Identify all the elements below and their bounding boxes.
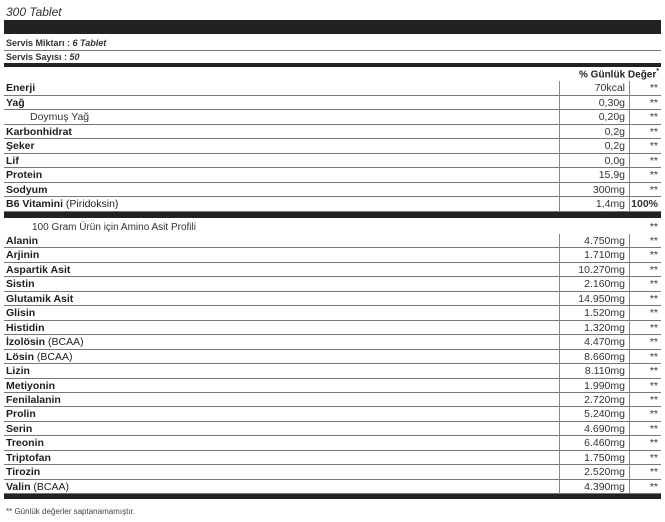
row-name-text: Alanin bbox=[6, 235, 39, 247]
row-daily-value: ** bbox=[649, 466, 658, 479]
row-daily-value: ** bbox=[649, 140, 658, 152]
row-value: 4.690mg bbox=[584, 422, 625, 435]
value-column-left-border bbox=[559, 234, 560, 494]
row-value: 15,9g bbox=[598, 169, 625, 181]
row-name bbox=[6, 452, 51, 464]
serving-count-label: Servis Sayısı : bbox=[6, 52, 70, 62]
row-name bbox=[6, 365, 30, 377]
row-daily-value: ** bbox=[649, 437, 658, 450]
table-row bbox=[4, 125, 661, 139]
row-name-text: B6 Vitamini bbox=[6, 198, 63, 210]
row-value: 8.110mg bbox=[584, 365, 625, 378]
row-value: 10.270mg bbox=[578, 263, 625, 276]
table-row bbox=[4, 393, 661, 407]
row-daily-value: ** bbox=[649, 169, 658, 181]
value-column-left-border bbox=[559, 81, 560, 212]
row-name-text: Triptofan bbox=[6, 451, 51, 464]
table-row bbox=[4, 480, 661, 494]
table-row bbox=[4, 335, 661, 349]
row-value: 2.160mg bbox=[584, 278, 625, 291]
row-name-text: Arjinin bbox=[6, 249, 40, 262]
row-daily-value: ** bbox=[649, 422, 658, 435]
row-name bbox=[6, 169, 42, 181]
row-name-text: Aspartik Asit bbox=[6, 263, 71, 276]
row-value: 1.990mg bbox=[584, 379, 625, 392]
table-row bbox=[4, 451, 661, 465]
row-name-text: Fenilalanin bbox=[6, 393, 61, 406]
row-value: 1.750mg bbox=[584, 451, 625, 464]
table-row bbox=[4, 263, 661, 277]
footnote: ** Günlük değerler saptanamamıştır. bbox=[6, 507, 135, 516]
row-name bbox=[6, 82, 35, 94]
table-row bbox=[4, 350, 661, 364]
row-name-extra: (BCAA) bbox=[30, 480, 70, 493]
row-name-text: Sodyum bbox=[6, 183, 48, 196]
table-row bbox=[4, 96, 661, 110]
row-daily-value: ** bbox=[649, 350, 658, 363]
row-daily-value: ** bbox=[649, 96, 658, 109]
row-value: 6.460mg bbox=[584, 437, 625, 450]
product-title: 300 Tablet bbox=[6, 5, 62, 19]
row-name bbox=[6, 97, 25, 109]
row-value: 0,20g bbox=[598, 111, 625, 123]
header-thick-divider bbox=[4, 63, 661, 67]
table-row bbox=[4, 139, 661, 153]
row-daily-value: ** bbox=[649, 125, 658, 138]
row-name bbox=[6, 380, 55, 392]
row-value: 14.950mg bbox=[578, 292, 625, 305]
row-name-extra: (BCAA) bbox=[45, 336, 84, 349]
row-value: 300mg bbox=[592, 183, 625, 196]
table-row bbox=[4, 197, 661, 211]
daily-value-label: % Günlük Değer bbox=[579, 69, 657, 81]
amino-thick-divider bbox=[4, 212, 661, 218]
row-daily-value: ** bbox=[649, 393, 658, 406]
table-row bbox=[4, 407, 661, 421]
row-value: 4.750mg bbox=[584, 235, 625, 247]
daily-value-header bbox=[579, 68, 659, 80]
row-value: 1.320mg bbox=[584, 321, 625, 334]
amino-profile-title: 100 Gram Ürün için Amino Asit Profili bbox=[32, 222, 196, 233]
row-value: 70kcal bbox=[594, 82, 625, 94]
serving-size-value: 6 Tablet bbox=[72, 38, 107, 48]
row-name bbox=[6, 235, 38, 247]
row-name bbox=[6, 466, 40, 478]
row-name bbox=[6, 307, 35, 319]
row-name-text: Treonin bbox=[6, 437, 44, 450]
row-daily-value: ** bbox=[649, 235, 658, 247]
row-name-extra: (BCAA) bbox=[34, 350, 73, 363]
table-row bbox=[4, 422, 661, 436]
row-daily-value: ** bbox=[649, 111, 658, 123]
row-value: 0,2g bbox=[604, 140, 625, 152]
row-daily-value: ** bbox=[649, 278, 658, 291]
row-name-text: Şeker bbox=[6, 140, 35, 152]
row-value: 1.710mg bbox=[584, 249, 625, 262]
serving-count bbox=[6, 52, 80, 62]
row-name-text: Lizin bbox=[6, 365, 30, 378]
table-row bbox=[4, 81, 661, 95]
row-daily-value: ** bbox=[649, 379, 658, 392]
row-name-text: Prolin bbox=[6, 408, 36, 421]
table-row bbox=[4, 364, 661, 378]
row-daily-value: ** bbox=[649, 307, 658, 320]
row-name-text: Valin bbox=[6, 480, 31, 493]
bottom-thick-divider bbox=[4, 494, 661, 499]
amino-profile-header-row bbox=[4, 220, 661, 234]
row-value: 1.520mg bbox=[584, 307, 625, 320]
row-name-text: Histidin bbox=[6, 321, 45, 334]
row-value: 2.720mg bbox=[584, 393, 625, 406]
row-value: 4.390mg bbox=[584, 480, 625, 493]
table-row bbox=[4, 436, 661, 450]
row-value: 0,0g bbox=[604, 154, 625, 167]
table-row bbox=[4, 154, 661, 168]
row-name bbox=[6, 140, 35, 152]
row-daily-value: ** bbox=[649, 82, 658, 94]
row-daily-value: ** bbox=[649, 408, 658, 421]
row-name bbox=[6, 264, 70, 276]
row-daily-value: ** bbox=[649, 249, 658, 262]
table-row bbox=[4, 292, 661, 306]
row-name-text: Karbonhidrat bbox=[6, 125, 72, 138]
row-value: 5.240mg bbox=[584, 408, 625, 421]
row-value: 4.470mg bbox=[584, 336, 625, 349]
table-row bbox=[4, 465, 661, 479]
row-daily-value: ** bbox=[649, 183, 658, 196]
row-name-text: Yağ bbox=[6, 96, 25, 109]
row-daily-value: ** bbox=[649, 451, 658, 464]
row-name-extra: (Piridoksin) bbox=[63, 198, 119, 210]
row-name-text: İzolösin bbox=[6, 336, 46, 349]
row-name bbox=[6, 249, 39, 261]
row-name bbox=[6, 351, 73, 363]
row-name bbox=[6, 322, 45, 334]
row-name bbox=[6, 423, 32, 435]
row-name-text: Glutamik Asit bbox=[6, 292, 74, 305]
row-name bbox=[6, 437, 44, 449]
row-name-text: Enerji bbox=[6, 82, 36, 94]
row-name-text: Lif bbox=[6, 154, 19, 167]
table-row bbox=[4, 248, 661, 262]
table-row bbox=[4, 234, 661, 248]
table-row bbox=[4, 321, 661, 335]
row-name bbox=[6, 408, 36, 420]
row-value: 2.520mg bbox=[584, 466, 625, 479]
row-name-text: Glisin bbox=[6, 307, 36, 320]
row-name bbox=[6, 198, 118, 210]
row-value: 0,2g bbox=[604, 125, 625, 138]
row-name-text: Tirozin bbox=[6, 466, 41, 479]
table-row bbox=[4, 183, 661, 197]
row-name bbox=[6, 278, 35, 290]
row-daily-value: ** bbox=[649, 365, 658, 378]
row-name bbox=[6, 293, 73, 305]
table-row bbox=[4, 110, 661, 124]
row-name-text: Sistin bbox=[6, 278, 35, 291]
row-daily-value: ** bbox=[649, 480, 658, 493]
row-name bbox=[6, 126, 72, 138]
row-name bbox=[6, 481, 69, 493]
row-value: 8.660mg bbox=[584, 350, 625, 363]
table-row bbox=[4, 379, 661, 393]
serving-divider bbox=[4, 50, 661, 51]
serving-count-value: 50 bbox=[69, 52, 80, 62]
daily-value-asterisk: * bbox=[656, 68, 659, 75]
serving-size bbox=[6, 38, 106, 48]
row-name bbox=[6, 394, 61, 406]
row-name bbox=[6, 336, 84, 348]
table-row bbox=[4, 306, 661, 320]
row-name-text: Metiyonin bbox=[6, 379, 55, 392]
table-row bbox=[4, 168, 661, 182]
row-daily-value: ** bbox=[649, 336, 658, 349]
row-name bbox=[6, 184, 47, 196]
row-name-text: Serin bbox=[6, 422, 33, 435]
row-name bbox=[6, 155, 19, 167]
row-name-text: Protein bbox=[6, 169, 43, 181]
row-daily-value: ** bbox=[649, 154, 658, 167]
table-row bbox=[4, 277, 661, 291]
amino-profile-header-pct: ** bbox=[649, 221, 658, 233]
row-name bbox=[30, 111, 89, 123]
serving-size-label: Servis Miktarı : bbox=[6, 38, 73, 48]
row-name-text: Lösin bbox=[6, 350, 34, 363]
row-name-text: Doymuş Yağ bbox=[30, 111, 90, 123]
row-daily-value: ** bbox=[649, 292, 658, 305]
row-value: 0,30g bbox=[598, 96, 625, 109]
row-daily-value: ** bbox=[649, 263, 658, 276]
row-value: 1,4mg bbox=[595, 198, 625, 210]
pct-column-left-border bbox=[629, 81, 630, 212]
pct-column-left-border bbox=[629, 234, 630, 494]
row-daily-value: 100% bbox=[631, 198, 658, 210]
row-daily-value: ** bbox=[649, 321, 658, 334]
top-thick-divider bbox=[4, 20, 661, 34]
